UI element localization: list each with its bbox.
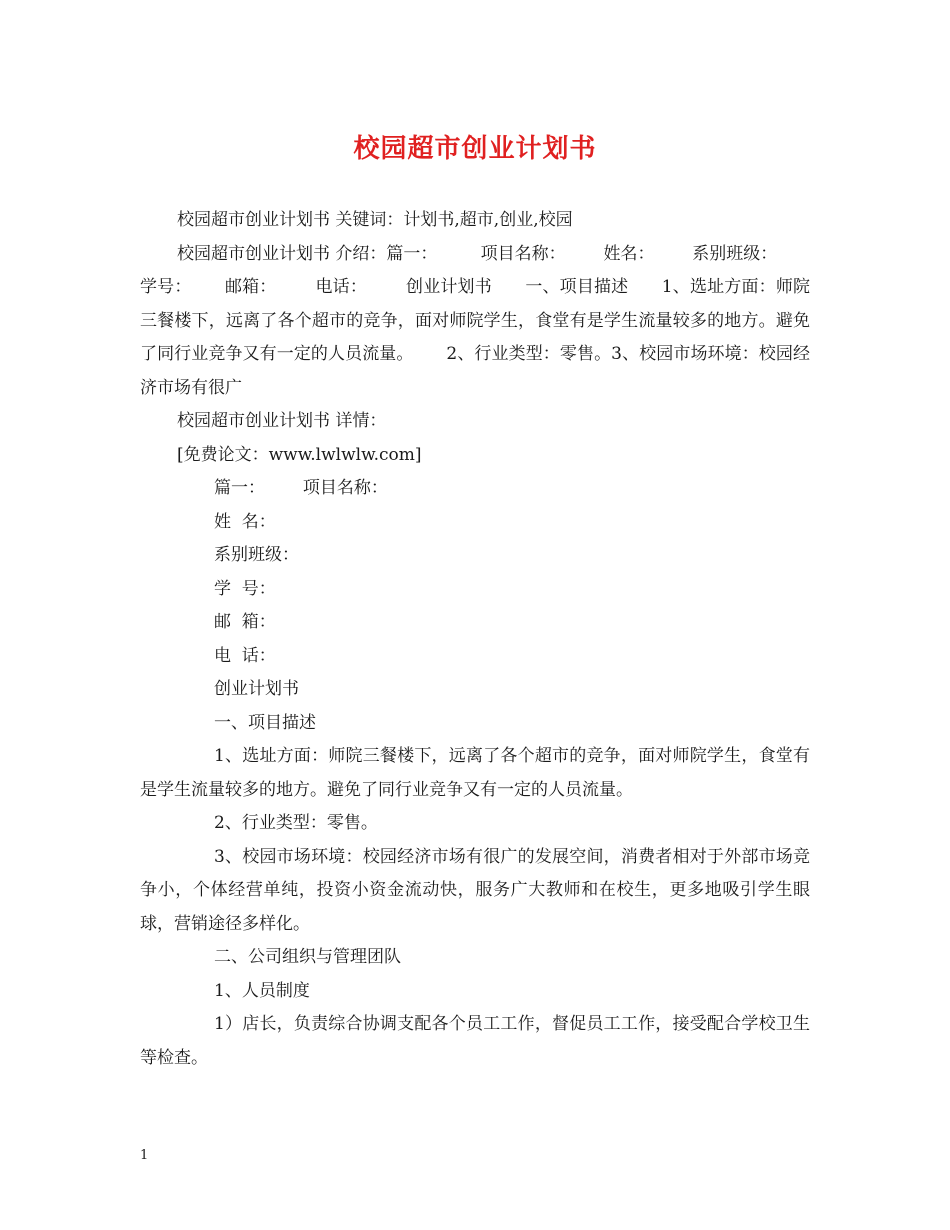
page-number: 1: [140, 1148, 149, 1163]
document-body: [140, 204, 810, 1075]
email-field-label: 邮 箱：: [214, 612, 276, 632]
source-note: [免费论文：www.lwlwlw.com]: [177, 444, 422, 465]
intro-paragraph: 校园超市创业计划书 介绍：篇一： 项目名称： 姓名： 系别班级：: [177, 243, 778, 264]
industry-type-paragraph: 2、行业类型：零售。: [214, 813, 378, 833]
details-heading: 校园超市创业计划书 详情：: [177, 411, 387, 431]
name-field: 姓 名：: [214, 511, 276, 532]
summary-paragraph: 学号： 邮箱： 电话： 创业计划书 一、项目描述 1、选址方面：师院三餐楼下，远离了各个超市的竞争，面对师院学生，食堂有是学生流量较多的地方。避免了同行业竞争又有一定的人员流量。 2、行业类型：零售。3、校园市场环境：校园经济市场有很广: [140, 277, 810, 398]
section-heading-project-description: 一、项目描述: [214, 712, 316, 733]
student-id-field: 学 号：: [214, 578, 276, 599]
phone-field-label: 电 话：: [214, 645, 276, 666]
department-class-field: 系别班级：: [214, 545, 299, 565]
document-title: 校园超市创业计划书: [353, 134, 597, 164]
personnel-system-heading: 1、人员制度: [214, 980, 310, 1001]
section-heading-organization: 二、公司组织与管理团队: [214, 947, 401, 967]
plan-heading: 创业计划书: [214, 679, 299, 699]
market-environment-paragraph: 3、校园市场环境：校园经济市场有很广的发展空间，消费者相对于外部市场竞争小，个体经营单纯，投资小资金流动快，服务广大教师和在校生，更多地吸引学生眼球，营销途径多样化。: [140, 846, 810, 934]
location-paragraph: 1、选址方面：师院三餐楼下，远离了各个超市的竞争，面对师院学生，食堂有是学生流量较多的地方。避免了同行业竞争又有一定的人员流量。: [140, 746, 810, 800]
store-manager-paragraph: 1）店长，负责综合协调支配各个员工工作，督促员工工作，接受配合学校卫生等检查。: [140, 1014, 810, 1068]
keywords-paragraph: 校园超市创业计划书 关键词：计划书,超市,创业,校园: [177, 210, 573, 230]
project-name-field: 篇一： 项目名称：: [214, 478, 388, 498]
